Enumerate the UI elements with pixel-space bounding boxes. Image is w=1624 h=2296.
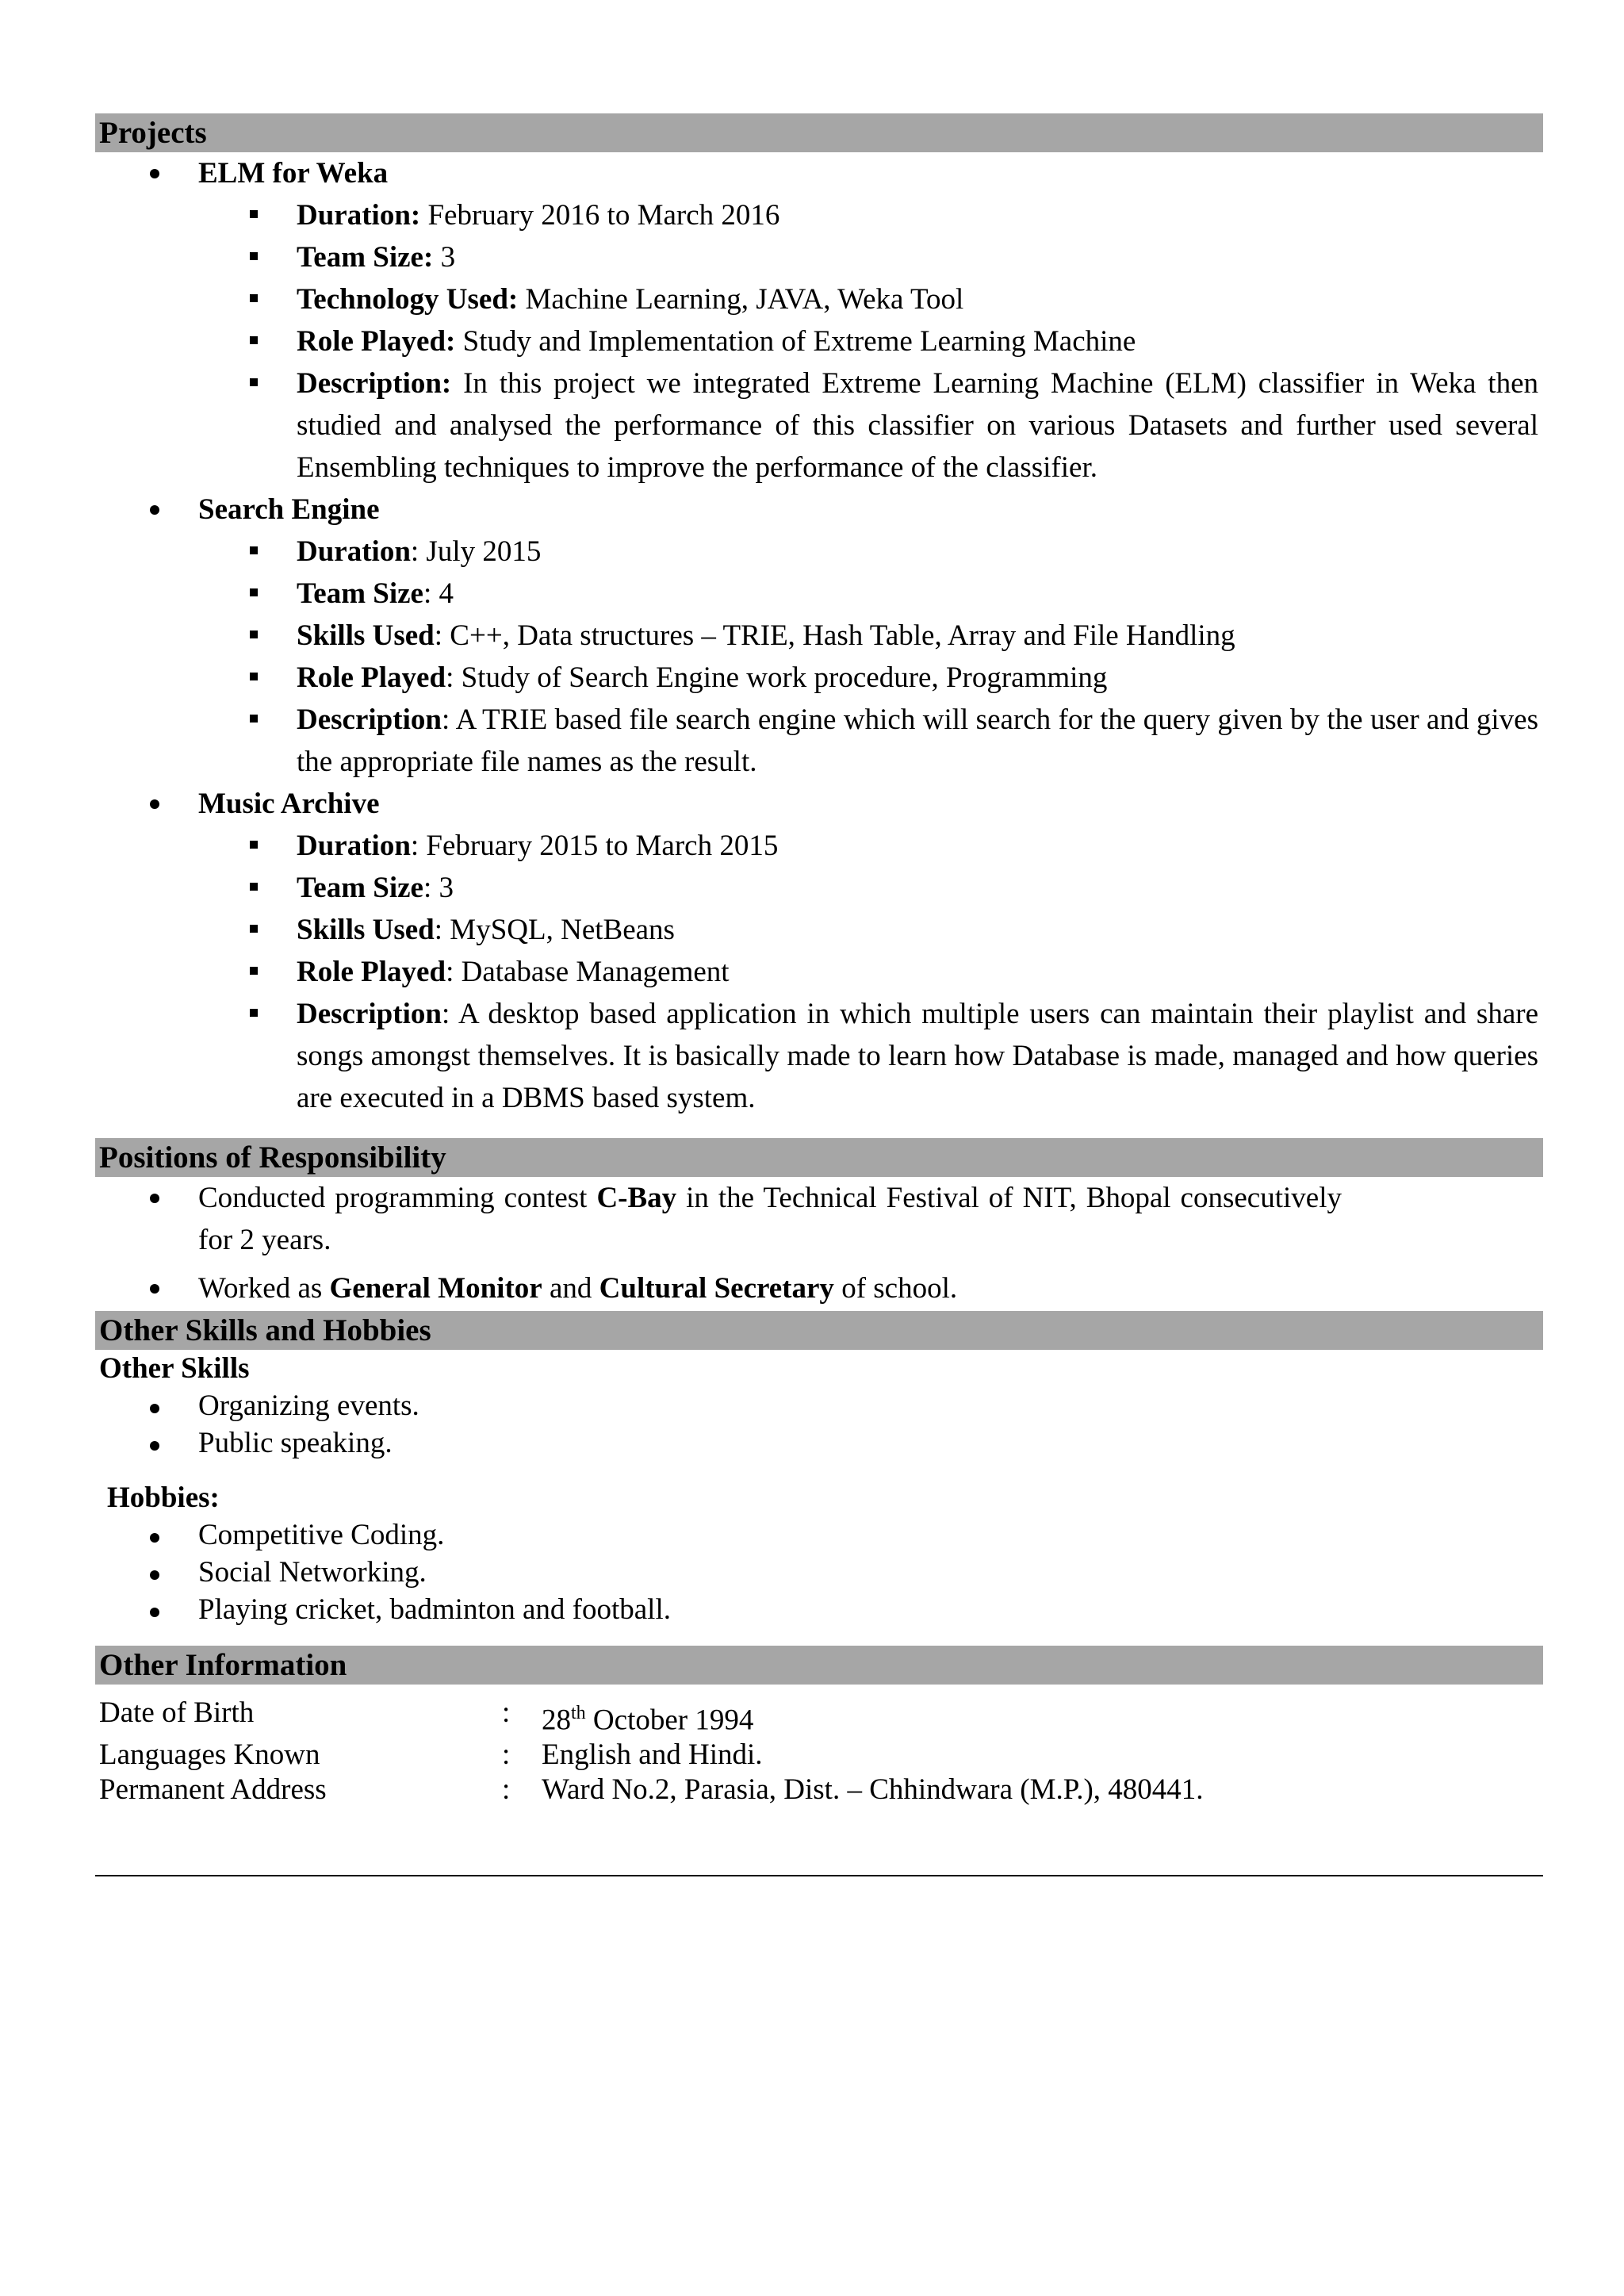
detail-label: Role Played [297,661,446,694]
detail-label: Team Size [297,577,423,610]
info-value: Ward No.2, Parasia, Dist. – Chhindwara (M.P.), 480441. [542,1773,1204,1807]
project-detail [95,362,1543,489]
detail-value: : Study of Search Engine work procedure, Programming [446,661,1108,694]
projects-heading: Projects [95,113,1543,152]
project-detail [95,278,1543,320]
project-detail [95,531,1543,573]
responsibility-heading: Positions of Responsibility [95,1138,1543,1177]
detail-label: Role Played [297,956,446,988]
text-run-bold: C-Bay [596,1182,677,1214]
detail-label: Team Size [297,872,423,904]
text-run: 28 [542,1704,571,1737]
info-label: Permanent Address [99,1773,327,1807]
info-row [95,1773,1543,1807]
project-detail [95,867,1543,909]
list-item: Public speaking. [95,1424,1543,1462]
superscript: th [571,1703,586,1723]
responsibility-item [95,1177,1543,1261]
resume-page [95,113,1543,1807]
detail-label: Duration: [297,199,421,232]
project-title: ELM for Weka [95,152,1543,194]
text-run: October 1994 [585,1704,754,1737]
info-value: English and Hindi. [542,1738,763,1772]
detail-value: : 4 [423,577,454,610]
text-run: in the Technical Festival of NIT, Bhopal consecutively for 2 years. [198,1182,1342,1256]
project-detail [95,951,1543,993]
project-item [95,152,1543,489]
detail-label: Description [297,998,442,1030]
list-item: Social Networking. [95,1554,1543,1591]
detail-value: February 2016 to March 2016 [420,199,780,232]
project-detail [95,236,1543,278]
projects-list [95,152,1543,1119]
detail-value: : 3 [423,872,454,904]
project-title: Music Archive [95,783,1543,825]
info-label: Date of Birth [99,1696,255,1729]
project-item [95,489,1543,783]
detail-label: Skills Used [297,619,435,652]
project-detail [95,615,1543,657]
project-detail [95,194,1543,236]
project-item [95,783,1543,1119]
detail-label: Description [297,703,442,736]
text-run-bold: General Monitor [329,1272,542,1305]
list-item: Competitive Coding. [95,1516,1543,1554]
skills-heading: Other Skills and Hobbies [95,1311,1543,1350]
list-item: Playing cricket, badminton and football. [95,1591,1543,1628]
info-label: Languages Known [99,1738,320,1772]
info-colon: : [502,1696,511,1729]
detail-label: Team Size: [297,241,434,274]
project-detail [95,657,1543,699]
detail-value: 3 [433,241,456,274]
detail-value: In this project we integrated Extreme Learning Machine (ELM) classifier in Weka then studied and analysed the performance of this classifier on various Datasets and further used several Ensembling techniques to improve the performance of the classifier. [297,367,1538,484]
responsibility-item [95,1267,1543,1309]
detail-value: Study and Implementation of Extreme Learning Machine [455,325,1136,358]
footer-rule [95,1875,1543,1876]
text-run: Conducted programming contest [198,1182,597,1214]
detail-value: : C++, Data structures – TRIE, Hash Table, Array and File Handling [434,619,1235,652]
detail-value: : A desktop based application in which multiple users can maintain their playlist and share songs amongst themselves. It is basically made to learn how Database is made, managed and how queries are executed in a DBMS based system. [297,998,1538,1114]
detail-value: : July 2015 [410,535,542,568]
project-detail [95,993,1543,1119]
detail-label: Description: [297,367,452,400]
project-detail [95,573,1543,615]
project-detail [95,699,1543,783]
project-detail [95,320,1543,362]
info-row [95,1696,1543,1738]
info-table [95,1696,1543,1807]
text-run: of school. [833,1272,958,1305]
info-value [542,1696,753,1738]
info-colon: : [502,1773,511,1807]
detail-label: Skills Used [297,914,435,946]
detail-label: Technology Used: [297,283,519,316]
hobbies-list [95,1516,1543,1628]
detail-label: Role Played: [297,325,456,358]
project-detail [95,825,1543,867]
hobbies-title: Hobbies: [107,1481,220,1514]
info-heading: Other Information [95,1646,1543,1685]
detail-label: Duration [297,535,411,568]
text-run: Worked as [198,1272,330,1305]
detail-value: : A TRIE based file search engine which will search for the query given by the user and gives the appropriate file names as the result. [297,703,1538,778]
project-title: Search Engine [95,489,1543,531]
project-detail [95,909,1543,951]
detail-value: Machine Learning, JAVA, Weka Tool [518,283,964,316]
responsibility-list [95,1177,1543,1309]
detail-value: : February 2015 to March 2015 [410,830,779,862]
other-skills-title: Other Skills [99,1352,250,1385]
text-run-bold: Cultural Secretary [599,1272,834,1305]
detail-label: Duration [297,830,411,862]
info-row [95,1738,1543,1773]
info-colon: : [502,1738,511,1772]
detail-value: : Database Management [446,956,730,988]
list-item: Organizing events. [95,1387,1543,1424]
other-skills-list [95,1387,1543,1462]
text-run: and [542,1272,599,1305]
detail-value: : MySQL, NetBeans [434,914,675,946]
